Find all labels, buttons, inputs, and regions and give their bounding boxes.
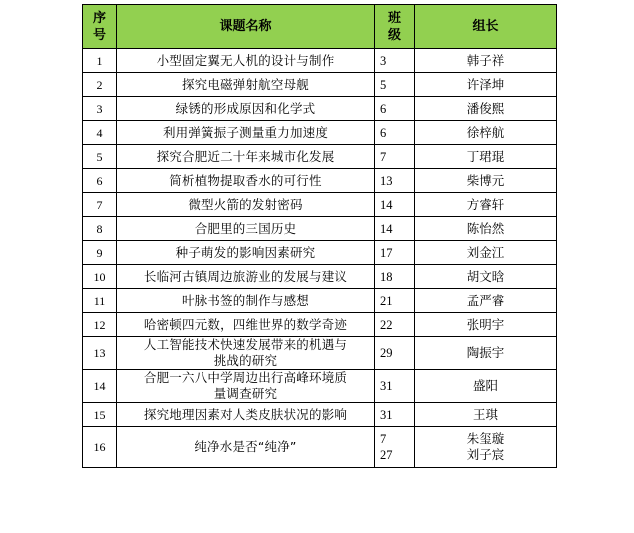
- cell-no: 15: [83, 403, 117, 427]
- header-title: 课题名称: [117, 5, 375, 49]
- header-class: 班 级: [375, 5, 415, 49]
- cell-title: 探究电磁弹射航空母舰: [117, 73, 375, 97]
- table-row: [83, 265, 557, 289]
- cell-leader: 孟严睿: [415, 289, 557, 313]
- cell-leader: 丁珺琨: [415, 145, 557, 169]
- cell-class: 31: [375, 370, 415, 403]
- cell-leader: 韩子祥: [415, 49, 557, 73]
- cell-leader: 王琪: [415, 403, 557, 427]
- cell-class: 29: [375, 337, 415, 370]
- cell-no: 4: [83, 121, 117, 145]
- cell-class: 3: [375, 49, 415, 73]
- projects-table: [82, 4, 557, 468]
- cell-leader: 许泽坤: [415, 73, 557, 97]
- cell-title: 探究合肥近二十年来城市化发展: [117, 145, 375, 169]
- table-row: [83, 121, 557, 145]
- cell-title: 简析植物提取香水的可行性: [117, 169, 375, 193]
- cell-class: 22: [375, 313, 415, 337]
- cell-title: 合肥里的三国历史: [117, 217, 375, 241]
- cell-class: 17: [375, 241, 415, 265]
- table-row: [83, 403, 557, 427]
- cell-leader: 刘金江: [415, 241, 557, 265]
- cell-title: 利用弹簧振子测量重力加速度: [117, 121, 375, 145]
- cell-no: 9: [83, 241, 117, 265]
- cell-no: 2: [83, 73, 117, 97]
- cell-leader: 方睿轩: [415, 193, 557, 217]
- table-row: [83, 370, 557, 403]
- cell-no: 14: [83, 370, 117, 403]
- cell-no: 5: [83, 145, 117, 169]
- table-row: [83, 337, 557, 370]
- cell-leader: 陈怡然: [415, 217, 557, 241]
- header-no: 序 号: [83, 5, 117, 49]
- cell-no: 6: [83, 169, 117, 193]
- cell-title: 纯净水是否“纯净”: [117, 427, 375, 468]
- cell-leader: 胡文晗: [415, 265, 557, 289]
- cell-class: 6: [375, 97, 415, 121]
- cell-no: 7: [83, 193, 117, 217]
- table-row: [83, 313, 557, 337]
- cell-no: 12: [83, 313, 117, 337]
- cell-leader: 朱玺璇 刘子宸: [415, 427, 557, 468]
- table-row: [83, 97, 557, 121]
- cell-title: 微型火箭的发射密码: [117, 193, 375, 217]
- cell-class: 31: [375, 403, 415, 427]
- cell-class: 5: [375, 73, 415, 97]
- cell-title: 绿锈的形成原因和化学式: [117, 97, 375, 121]
- table-row: [83, 427, 557, 468]
- cell-no: 13: [83, 337, 117, 370]
- cell-title: 叶脉书签的制作与感想: [117, 289, 375, 313]
- cell-class: 21: [375, 289, 415, 313]
- table-row: [83, 49, 557, 73]
- cell-no: 1: [83, 49, 117, 73]
- cell-title: 合肥一六八中学周边出行高峰环境质 量调查研究: [117, 370, 375, 403]
- cell-leader: 徐梓航: [415, 121, 557, 145]
- cell-no: 3: [83, 97, 117, 121]
- table-row: [83, 193, 557, 217]
- cell-class: 6: [375, 121, 415, 145]
- cell-class: 14: [375, 193, 415, 217]
- cell-title: 哈密顿四元数，四维世界的数学奇迹: [117, 313, 375, 337]
- cell-title: 探究地理因素对人类皮肤状况的影响: [117, 403, 375, 427]
- table-row: [83, 145, 557, 169]
- cell-class: 13: [375, 169, 415, 193]
- header-leader: 组长: [415, 5, 557, 49]
- cell-leader: 潘俊熙: [415, 97, 557, 121]
- cell-class: 7: [375, 145, 415, 169]
- cell-leader: 盛阳: [415, 370, 557, 403]
- cell-title: 种子萌发的影响因素研究: [117, 241, 375, 265]
- cell-no: 16: [83, 427, 117, 468]
- cell-no: 10: [83, 265, 117, 289]
- table-row: [83, 241, 557, 265]
- cell-leader: 陶振宇: [415, 337, 557, 370]
- header-row: [83, 5, 557, 49]
- table-row: [83, 217, 557, 241]
- table-row: [83, 169, 557, 193]
- cell-no: 8: [83, 217, 117, 241]
- cell-leader: 张明宇: [415, 313, 557, 337]
- cell-class: 7 27: [375, 427, 415, 468]
- cell-class: 14: [375, 217, 415, 241]
- cell-class: 18: [375, 265, 415, 289]
- cell-title: 人工智能技术快速发展带来的机遇与 挑战的研究: [117, 337, 375, 370]
- table-row: [83, 73, 557, 97]
- cell-leader: 柴博元: [415, 169, 557, 193]
- cell-title: 小型固定翼无人机的设计与制作: [117, 49, 375, 73]
- cell-no: 11: [83, 289, 117, 313]
- cell-title: 长临河古镇周边旅游业的发展与建议: [117, 265, 375, 289]
- table-body: [83, 49, 557, 468]
- table-row: [83, 289, 557, 313]
